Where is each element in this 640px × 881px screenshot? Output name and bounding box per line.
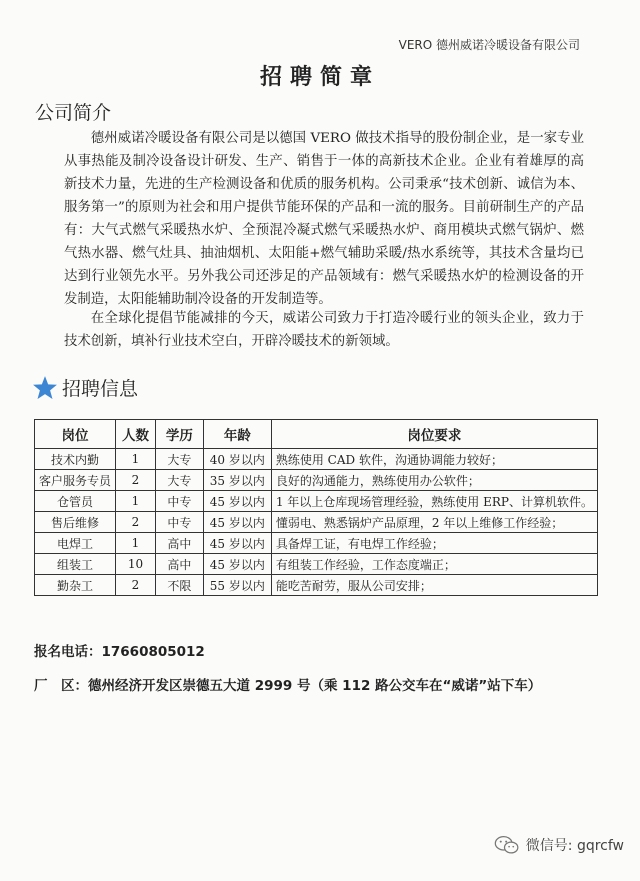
- cell-requirements: 懂弱电、熟悉锅炉产品原理，2 年以上维修工作经验；: [271, 512, 597, 533]
- header-requirements: 岗位要求: [271, 420, 597, 449]
- star-icon: [32, 375, 58, 401]
- cell-count: 2: [116, 575, 156, 596]
- cell-age: 40 岁以内: [203, 449, 271, 470]
- cell-requirements: 具备焊工证，有电焊工作经验；: [271, 533, 597, 554]
- header-position: 岗位: [35, 420, 116, 449]
- cell-position: 技术内勤: [35, 449, 116, 470]
- wechat-icon: [494, 835, 526, 855]
- factory-address: 厂 区：德州经济开发区崇德五大道 2999 号（乘 112 路公交车在“威诺”站下车）: [34, 678, 542, 694]
- table-row: [35, 449, 598, 470]
- cell-position: 电焊工: [35, 533, 116, 554]
- table-row: [35, 470, 598, 491]
- cell-age: 45 岁以内: [203, 512, 271, 533]
- wechat-watermark: [494, 835, 624, 855]
- company-header: VERO 德州威诺冷暖设备有限公司: [398, 38, 580, 52]
- cell-position: 组装工: [35, 554, 116, 575]
- table-row: [35, 491, 598, 512]
- cell-count: 2: [116, 512, 156, 533]
- cell-age: 45 岁以内: [203, 554, 271, 575]
- intro-paragraph-2: 在全球化提倡节能减排的今天，威诺公司致力于打造冷暖行业的领头企业，致力于技术创新，填补行业技术空白，开辟冷暖技术的新领域。: [64, 311, 584, 349]
- cell-education: 中专: [155, 491, 203, 512]
- table-row: [35, 575, 598, 596]
- cell-count: 1: [116, 449, 156, 470]
- jobs-table: [34, 419, 598, 596]
- cell-position: 仓管员: [35, 491, 116, 512]
- cell-requirements: 有组装工作经验，工作态度端正；: [271, 554, 597, 575]
- cell-age: 45 岁以内: [203, 533, 271, 554]
- table-row: [35, 554, 598, 575]
- cell-requirements: 1 年以上仓库现场管理经验，熟练使用 ERP、计算机软件。: [271, 491, 597, 512]
- cell-requirements: 能吃苦耐劳，服从公司安排；: [271, 575, 597, 596]
- header-education: 学历: [155, 420, 203, 449]
- cell-age: 35 岁以内: [203, 470, 271, 491]
- cell-position: 售后维修: [35, 512, 116, 533]
- section-heading-recruit: [32, 374, 138, 401]
- cell-education: 高中: [155, 533, 203, 554]
- contact-phone: 报名电话：17660805012: [34, 644, 205, 660]
- cell-count: 1: [116, 491, 156, 512]
- cell-position: 客户服务专员: [35, 470, 116, 491]
- cell-education: 高中: [155, 554, 203, 575]
- cell-requirements: 良好的沟通能力，熟练使用办公软件；: [271, 470, 597, 491]
- cell-age: 45 岁以内: [203, 491, 271, 512]
- section-heading-intro: 公司简介: [35, 102, 112, 124]
- table-row: [35, 512, 598, 533]
- wechat-id: 微信号: gqrcfw: [525, 838, 624, 854]
- cell-education: 中专: [155, 512, 203, 533]
- table-header-row: [35, 420, 598, 449]
- header-count: 人数: [116, 420, 156, 449]
- table-row: [35, 533, 598, 554]
- cell-requirements: 熟练使用 CAD 软件，沟通协调能力较好；: [271, 449, 597, 470]
- cell-position: 勤杂工: [35, 575, 116, 596]
- cell-education: 大专: [155, 470, 203, 491]
- cell-age: 55 岁以内: [203, 575, 271, 596]
- recruit-heading-label: 招聘信息: [62, 378, 139, 400]
- cell-count: 2: [116, 470, 156, 491]
- cell-count: 10: [116, 554, 156, 575]
- header-age: 年龄: [203, 420, 271, 449]
- cell-education: 不限: [155, 575, 203, 596]
- cell-education: 大专: [155, 449, 203, 470]
- page-title: 招聘简章: [259, 65, 380, 90]
- cell-count: 1: [116, 533, 156, 554]
- intro-paragraph-1: 德州威诺冷暖设备有限公司是以德国 VERO 做技术指导的股份制企业，是一家专业从事热能及制冷设备设计研发、生产、销售于一体的高新技术企业。企业有着雄厚的高新技术力量，先进的生产检测设备和优质的服务机构。公司秉承“技术创新、诚信为本、服务第一”的原则为社会和用户提供节能环保的产品和一流的服务。目前研制生产的产品有：大气式燃气采暖热水炉、全预混冷凝式燃气采暖热水炉、商用模块式燃气锅炉、燃气热水器、燃气灶具、抽油烟机、太阳能+燃气辅助采暖/热水系统等，其技术含量均已达到行业领先水平。另外我公司还涉足的产品领域有：燃气采暖热水炉的检测设备的开发制造，太阳能辅助制冷设备的开发制造等。: [64, 131, 584, 307]
